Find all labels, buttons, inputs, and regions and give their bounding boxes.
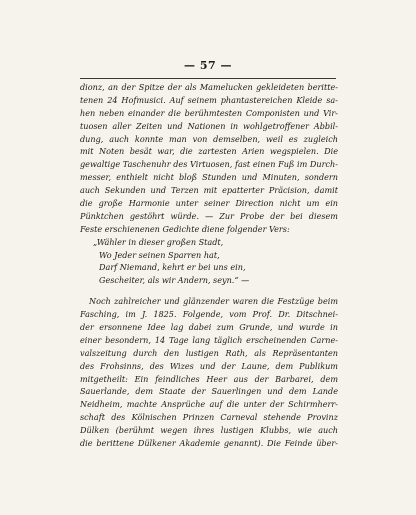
verse-line: Gescheiter, als wir Andern, seyn.“ — <box>99 275 250 286</box>
text-line: tenen 24 Hofmusici. Auf seinem phantastereichen Kleide sa- <box>80 94 338 105</box>
text-line: die große Harmonie unter seiner Direction nicht um ein <box>80 198 338 209</box>
text-line: einer besondern, 14 Tage lang täglich erscheinenden Carne- <box>80 334 338 345</box>
text-line: die berittene Dülkener Akademie genannt). Die Feinde über- <box>80 438 338 449</box>
paragraph-gap <box>80 287 338 295</box>
text-line: tuosen aller Zeiten und Nationen in wohlgetroffener Abbil- <box>80 120 338 131</box>
text-line: Dülken (berühmt wegen ihres lustigen Klubbs, wie auch <box>80 425 338 436</box>
text-line: mit Noten besät war, die zartesten Arien wegspielen. Die <box>80 146 338 157</box>
verse-line: Wo Jeder seinen Sparren hat, <box>99 249 220 260</box>
text-line: mitgetheilt: Ein feindliches Heer aus der Barbarei, dem <box>80 373 338 384</box>
text-line: Fasching, im J. 1825. Folgende, vom Prof. Dr. Ditschnei- <box>80 309 338 320</box>
paragraph-2 <box>80 295 338 450</box>
header-rule <box>80 78 336 79</box>
verse-block <box>80 236 338 288</box>
verse-line: „Wähler in dieser großen Stadt, <box>93 236 224 247</box>
paragraph-1 <box>80 81 338 236</box>
text-line: dung, auch konnte man von demselben, weil es zugleich <box>80 133 338 144</box>
text-line: des Frohsinns, des Wizes und der Laune, dem Publikum <box>80 360 338 371</box>
text-line: valszeitung durch den lustigen Rath, als Repräsentanten <box>80 347 338 358</box>
text-line: schaft des Kölnischen Prinzen Carneval stehende Provinz <box>80 412 338 423</box>
text-line: hen neben einander die berühmtesten Componisten und Vir- <box>80 107 338 118</box>
text-line: dionz, an der Spitze der als Mamelucken gekleideten beritte- <box>80 82 338 92</box>
text-line: Noch zahlreicher und glänzender waren die Festzüge beim <box>89 296 338 307</box>
text-line: auch Sekunden und Terzen mit epatterter Präcision, damit <box>80 185 338 196</box>
text-line: messer, enthielt nicht bloß Stunden und Minuten, sondern <box>80 172 338 183</box>
text-line: Feste erschienenen Gedichte diene folgender Vers: <box>80 223 290 234</box>
text-line: gewaltige Taschenuhr des Virtuosen, fast einen Fuß im Durch- <box>80 159 338 170</box>
verse-line: Darf Niemand, kehrt er bei uns ein, <box>99 262 246 273</box>
text-line: Neidheim, machte Ansprüche auf die unter der Schirmherr- <box>80 399 338 410</box>
text-line: Pünktchen gestöhrt würde. — Zur Probe der bei diesem <box>80 210 338 221</box>
text-line: der ersonnene Idee lag dabei zum Grunde, und wurde in <box>80 322 338 333</box>
page-body <box>80 81 338 450</box>
text-line: Sauerlande, dem Staate der Sauerlingen und dem Lande <box>80 386 338 397</box>
page-number: — 57 — <box>184 59 232 72</box>
